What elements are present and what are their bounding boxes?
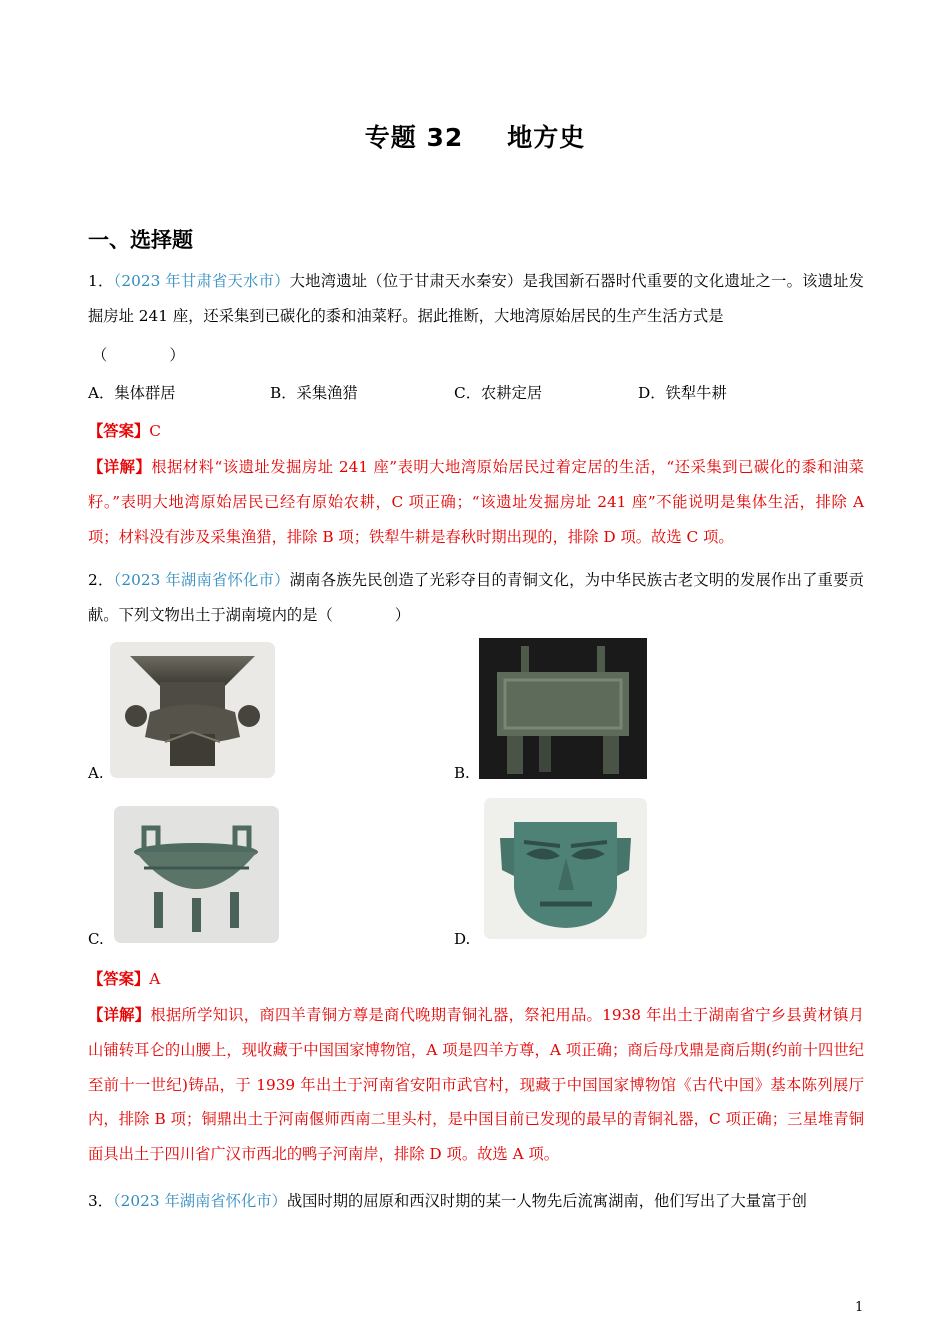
q2-option-b-label: B.	[454, 764, 470, 782]
question-2-stem: 2．（2023 年湖南省怀化市）湖南各族先民创造了光彩夺目的青铜文化，为中华民族古老文明的发展作出了重要贡献。下列文物出土于湖南境内的是（ ）	[88, 571, 864, 624]
question-3-stem	[88, 1184, 864, 1219]
option-b-image[interactable]	[479, 638, 647, 779]
q3-text: 战国时期的屈原和西汉时期的某一人物先后流寓湖南，他们写出了大量富于创	[286, 1192, 807, 1210]
q1-detail-text: 根据材料“该遗址发掘房址 241 座”表明大地湾原始居民过着定居的生活，“还采集到已碳化的黍和油菜籽。”表明大地湾原始居民已经有原始农耕，C 项正确；“该遗址发掘房址 241 座”不能说明是集体生活，排除 A 项；材料没有涉及采集渔猎，排除 B 项；铁犁牛耕是春秋时期出现的，排除 D 项。故选 C 项。	[88, 458, 864, 546]
q1-detail-tag: 【详解】	[88, 458, 152, 476]
q1-option-c: C．农耕定居	[454, 384, 543, 402]
question-1-stem	[88, 264, 864, 334]
q1-answer-tag: 【答案】	[88, 422, 150, 440]
q2-answer	[88, 962, 864, 997]
q1-number: 1．	[88, 272, 114, 290]
option-d-image[interactable]	[484, 798, 647, 939]
q3-source: （2023 年湖南省怀化市）	[113, 1192, 287, 1210]
page-number: 1	[855, 1300, 864, 1315]
q1-option-a: A．集体群居	[88, 384, 176, 402]
q1-text: 大地湾遗址（位于甘肃天水秦安）是我国新石器时代重要的文化遗址之一。该遗址发掘房址 241 座，还采集到已碳化的黍和油菜籽。据此推断，大地湾原始居民的生产生活方式是	[88, 272, 864, 325]
q1-source: （2023 年甘肃省天水市）	[113, 272, 290, 290]
q2-option-c-label: C.	[88, 930, 104, 948]
bronze-tripod-icon	[114, 806, 279, 943]
q3-number: 3．	[88, 1192, 114, 1210]
document-title	[0, 118, 950, 154]
q2-number: 2．	[88, 571, 114, 589]
title-main: 地方史	[507, 123, 586, 152]
bronze-zun-icon	[110, 642, 275, 778]
q2-source: （2023 年湖南省怀化市）	[113, 571, 290, 589]
option-a-image[interactable]	[110, 642, 275, 778]
q2-answer-value: A	[149, 970, 161, 988]
q2-option-a-label: A.	[88, 764, 104, 782]
q1-option-b: B．采集渔猎	[270, 384, 358, 402]
q1-answer-blank: （ ）	[92, 346, 185, 364]
q2-answer-tag: 【答案】	[88, 970, 150, 988]
option-c-image[interactable]	[114, 806, 279, 943]
bronze-mask-icon	[484, 798, 647, 939]
q2-detail-tag: 【详解】	[88, 1006, 151, 1024]
q2-detail-text: 根据所学知识，商四羊青铜方尊是商代晚期青铜礼器，祭祀用品。1938 年出土于湖南省宁乡县黄材镇月山铺转耳仑的山腰上，现收藏于中国国家博物馆，A 项是四羊方尊，A 项正确；商后母戊鼎是商后期(约前十四世纪至前十一世纪)铸品，于 1939 年出土于河南省安阳市武官村，现藏于中国国家博物馆《古代中国》基本陈列展厅内，排除 B 项；铜鼎出土于河南偃师西南二里头村，是中国目前已发现的最早的青铜礼器，C 项正确；三星堆青铜面具出土于四川省广汉市西北的鸭子河南岸，排除 D 项。故选 A 项。	[88, 1006, 864, 1164]
title-prefix: 专题 32	[364, 123, 464, 152]
q1-detail	[88, 450, 864, 554]
q2-text: 湖南各族先民创造了光彩夺目的青铜文化，为中华民族古老文明的发展作出了重要贡献。下列文物出土于湖南境内的是（	[88, 571, 864, 624]
q2-detail	[88, 998, 864, 1172]
q1-answer	[88, 414, 864, 449]
q2-option-d-label: D.	[454, 930, 471, 948]
section-heading: 一、选择题	[88, 228, 193, 252]
q1-answer-value: C	[149, 422, 161, 440]
bronze-ding-icon	[479, 638, 647, 779]
q1-option-d: D．铁犁牛耕	[638, 384, 727, 402]
